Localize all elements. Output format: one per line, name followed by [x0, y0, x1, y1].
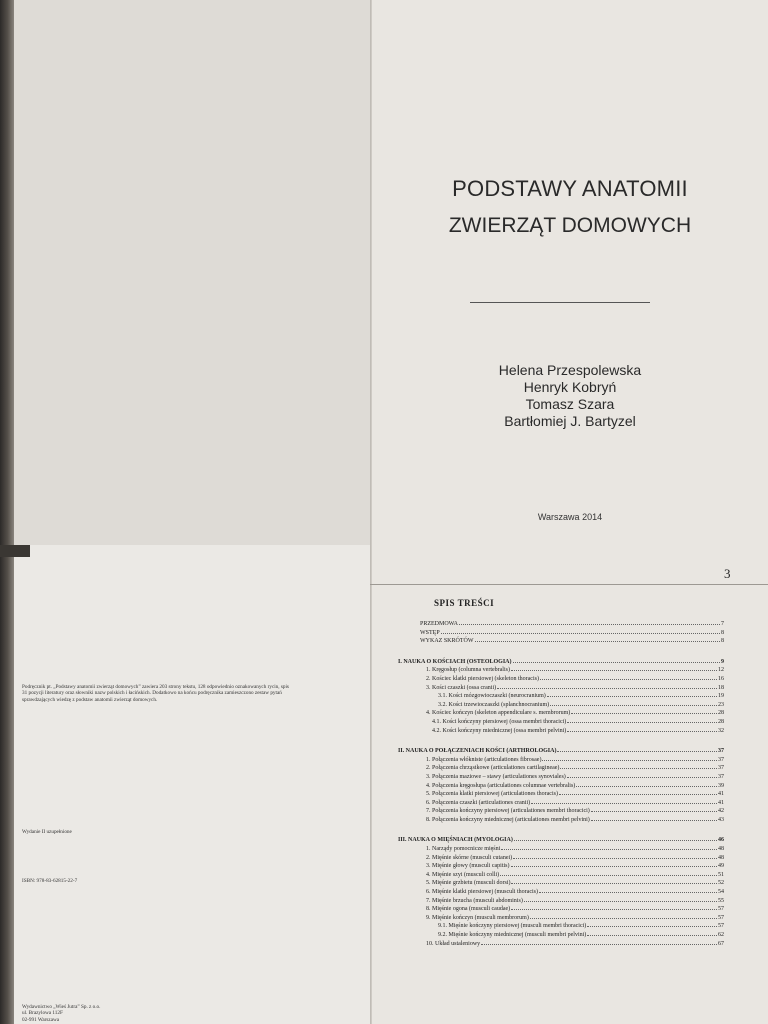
toc-entry-label: 4. Połączenia kręgosłupa (articulationes columnae vertebralis): [426, 782, 576, 789]
toc-entry: [398, 846, 724, 855]
table-of-contents: [398, 621, 724, 949]
toc-entry-label: 8. Połączenia kończyny miednicznej (articulationes membri pelvini): [426, 816, 590, 823]
toc-leader-dots: [513, 662, 720, 663]
toc-entry-page: 28: [718, 710, 724, 717]
toc-entry-page: 48: [718, 854, 724, 861]
toc-leader-dots: [459, 624, 720, 625]
toc-entry-page: 41: [718, 791, 724, 798]
authors-list: [372, 362, 768, 430]
toc-entry: [398, 638, 724, 647]
book-spine: [0, 0, 14, 1024]
toc-entry-label: 3. Mięśnie głowy (musculi capitis): [426, 863, 510, 870]
toc-entry: [398, 941, 724, 950]
toc-entry: [398, 880, 724, 889]
toc-entry: [398, 791, 724, 800]
toc-entry-page: 7: [721, 621, 724, 627]
toc-entry-label: 6. Połączenia czaszki (articulationes cranii): [426, 799, 531, 806]
toc-entry-label: I. NAUKA O KOŚCIACH (OSTEOLOGIA): [398, 658, 512, 665]
toc-entry-page: 57: [718, 914, 724, 921]
toc-entry: [398, 898, 724, 907]
toc-leader-dots: [524, 901, 717, 902]
toc-leader-dots: [531, 803, 717, 804]
toc-entry-label: 2. Kościec klatki piersiowej (skeleton thoracis): [426, 675, 539, 682]
title-rule: [470, 302, 650, 303]
toc-entry: [398, 667, 724, 676]
toc-entry: [398, 685, 724, 694]
publisher-line: Wydawnictwo „Wieś Jutra” Sp. z o.o.: [22, 1004, 101, 1010]
toc-entry-page: 37: [718, 748, 724, 755]
toc-entry: [398, 906, 724, 915]
toc-entry-label: WSTĘP: [420, 629, 440, 636]
toc-entry-page: 39: [718, 782, 724, 789]
toc-entry-page: 9: [721, 658, 724, 665]
toc-entry: [398, 748, 724, 757]
toc-leader-dots: [441, 633, 720, 634]
toc-entry-page: 37: [718, 773, 724, 780]
toc-entry-label: 2. Połączenia chrząstkowe (articulationes cartilagineae): [426, 765, 560, 772]
toc-entry-page: 8: [721, 638, 724, 645]
author-name: Henryk Kobryń: [523, 379, 617, 395]
toc-leader-dots: [513, 858, 717, 859]
toc-leader-dots: [567, 777, 717, 778]
author-name: Helena Przespolewska: [498, 362, 642, 378]
toc-leader-dots: [571, 713, 717, 714]
toc-entry-page: 46: [718, 837, 724, 844]
toc-entry-label: PRZEDMOWA: [420, 621, 459, 627]
edition-note: Wydanie II uzupełnione: [22, 829, 72, 835]
toc-entry-label: 4.1. Kości kończyny piersiowej (ossa membri thoracici): [432, 718, 567, 725]
toc-heading: SPIS TREŚCI: [434, 598, 495, 608]
author-name: Tomasz Szara: [525, 396, 615, 412]
toc-entry-label: 7. Mięśnie brzucha (musculi abdominis): [426, 897, 523, 904]
toc-leader-dots: [539, 892, 717, 893]
page-gap-shadow: [0, 545, 30, 557]
publisher-address: [22, 1004, 142, 1023]
toc-entry: [398, 889, 724, 898]
toc-leader-dots: [547, 696, 717, 697]
toc-leader-dots: [511, 866, 718, 867]
toc-leader-dots: [540, 679, 717, 680]
toc-leader-dots: [497, 688, 717, 689]
toc-entry-page: 37: [718, 756, 724, 763]
toc-entry-label: 4. Mięśnie szyi (musculi colli): [426, 871, 500, 878]
toc-leader-dots: [550, 705, 717, 706]
toc-entry-page: 48: [718, 846, 724, 853]
toc-entry-page: 23: [718, 701, 724, 708]
left-page-lower: [14, 545, 370, 1024]
toc-leader-dots: [511, 883, 717, 884]
toc-entry-label: 7. Połączenia kończyny piersiowej (articulationes membri thoracici): [426, 808, 590, 815]
toc-leader-dots: [567, 722, 717, 723]
book-subtitle: ZWIERZĄT DOMOWYCH: [448, 214, 692, 237]
publisher-line: 02-991 Warszawa: [22, 1016, 60, 1023]
toc-entry: [398, 923, 724, 932]
toc-entry-page: 18: [718, 684, 724, 691]
toc-entry: [398, 676, 724, 685]
toc-entry-label: 9.2. Mięśnie kończyny miednicznej (musculi membri pelvini): [438, 932, 587, 938]
toc-entry-label: 1. Narządy pomocnicze mięśni: [426, 846, 501, 853]
toc-leader-dots: [567, 731, 717, 732]
toc-entry-label: 5. Połączenia klatki piersiowej (articulationes thoracis): [426, 791, 558, 798]
page-fold-horizontal: [370, 584, 768, 585]
toc-leader-dots: [591, 820, 717, 821]
toc-entry-page: 55: [718, 897, 724, 904]
toc-entry-label: 1. Połączenia włókniste (articulationes fibrosae): [426, 756, 542, 763]
toc-leader-dots: [587, 935, 717, 936]
toc-entry: [398, 774, 724, 783]
toc-entry-page: 37: [718, 765, 724, 772]
toc-leader-dots: [559, 794, 717, 795]
toc-entry-page: 16: [718, 675, 724, 682]
toc-entry-label: 3.2. Kości trzewioczaszki (splanchnocranium): [438, 701, 550, 708]
place-year: Warszawa 2014: [537, 512, 603, 522]
toc-entry: [398, 765, 724, 774]
toc-entry-page: 28: [718, 718, 724, 725]
toc-leader-dots: [501, 849, 717, 850]
toc-entry-page: 19: [718, 693, 724, 700]
toc-entry: [398, 693, 724, 702]
toc-entry-page: 57: [718, 906, 724, 913]
toc-entry: [398, 630, 724, 639]
toc-entry: [398, 855, 724, 864]
toc-entry-label: 2. Mięśnie skórne (musculi cutanei): [426, 854, 513, 861]
toc-leader-dots: [576, 786, 717, 787]
toc-entry-page: 32: [718, 727, 724, 734]
toc-entry: [398, 728, 724, 737]
toc-entry: [398, 719, 724, 728]
toc-entry: [398, 863, 724, 872]
toc-entry-label: 3. Kości czaszki (ossa cranii): [426, 684, 497, 691]
toc-entry-label: III. NAUKA O MIĘŚNIACH (MYOLOGIA): [398, 837, 513, 844]
toc-entry-page: 8: [721, 629, 724, 636]
toc-entry-page: 43: [718, 816, 724, 823]
toc-entry: [398, 808, 724, 817]
toc-entry-page: 51: [718, 871, 724, 878]
toc-entry-label: 9. Mięśnie kończyn (musculi membrorum): [426, 914, 529, 921]
toc-leader-dots: [560, 768, 717, 769]
toc-leader-dots: [587, 926, 717, 927]
toc-entry-page: 12: [718, 667, 724, 674]
toc-leader-dots: [542, 760, 717, 761]
author-name: Bartłomiej J. Bartyzel: [504, 413, 636, 429]
toc-entry-label: 5. Mięśnie grzbietu (musculi dorsi): [426, 880, 511, 887]
toc-entry-label: 4. Kościec kończyn (skeleton appendiculare s. membrorum): [426, 710, 571, 717]
toc-entry-page: 42: [718, 808, 724, 815]
isbn: ISBN: 978-83-62815-22-7: [22, 878, 78, 884]
toc-entry-page: 49: [718, 863, 724, 870]
left-page-upper: [14, 0, 370, 545]
toc-entry-label: 10. Układ ustaleniowy: [426, 940, 481, 947]
toc-entry-label: 3. Połączenia maziowe – stawy (articulationes synoviales): [426, 773, 566, 780]
toc-leader-dots: [511, 670, 717, 671]
toc-entry: [398, 837, 724, 846]
toc-entry-page: 41: [718, 799, 724, 806]
book-description: Podręcznik pt. „Podstawy anatomii zwierząt domowych” zawiera 203 strony tekstu, 128 odpowiednio oznakowanych rycin, spis 31 pozycji literatury oraz słowniki nazw polskich i łacińskich. Dodatkowo na końcu podręcznika zamieszczono zestaw pytań sprawdzających wiedzę z podstaw anatomii zwierząt domowych.: [22, 684, 289, 703]
toc-entry-label: II. NAUKA O POŁĄCZENIACH KOŚCI (ARTHROLOGIA): [398, 748, 557, 755]
toc-leader-dots: [511, 909, 717, 910]
toc-entry-label: 1. Kręgosłup (columna vertebralis): [426, 667, 510, 674]
toc-entry: [398, 621, 724, 630]
toc-entry: [398, 783, 724, 792]
toc-entry-label: 4.2. Kości kończyny miednicznej (ossa membri pelvini): [432, 727, 567, 734]
book-title: PODSTAWY ANATOMII: [452, 176, 688, 201]
toc-leader-dots: [481, 944, 717, 945]
toc-entry-label: WYKAZ SKRÓTÓW: [420, 638, 474, 645]
toc-leader-dots: [475, 641, 721, 642]
toc-leader-dots: [530, 918, 717, 919]
toc-entry: [398, 932, 724, 941]
toc-entry: [398, 817, 724, 826]
toc-entry-label: 3.1. Kości mózgowioczaszki (neurocranium): [438, 693, 546, 700]
publisher-line: ul. Brazylowa 112F: [22, 1010, 63, 1017]
page-number: 3: [724, 566, 731, 581]
toc-leader-dots: [500, 875, 717, 876]
toc-entry-page: 57: [718, 923, 724, 930]
toc-entry-page: 54: [718, 889, 724, 896]
toc-entry-page: 52: [718, 880, 724, 887]
toc-entry-label: 9.1. Mięśnie kończyny piersiowej (musculi membri thoracici): [438, 923, 587, 930]
toc-entry-page: 62: [718, 932, 724, 938]
toc-entry-label: 8. Mięśnie ogona (musculi caudae): [426, 906, 511, 913]
toc-leader-dots: [514, 840, 717, 841]
toc-entry: [398, 800, 724, 809]
toc-entry: [398, 710, 724, 719]
toc-leader-dots: [591, 811, 717, 812]
toc-entry-page: 67: [718, 940, 724, 947]
toc-entry-label: 6. Mięśnie klatki piersiowej (musculi thoracis): [426, 889, 538, 896]
toc-leader-dots: [557, 751, 717, 752]
